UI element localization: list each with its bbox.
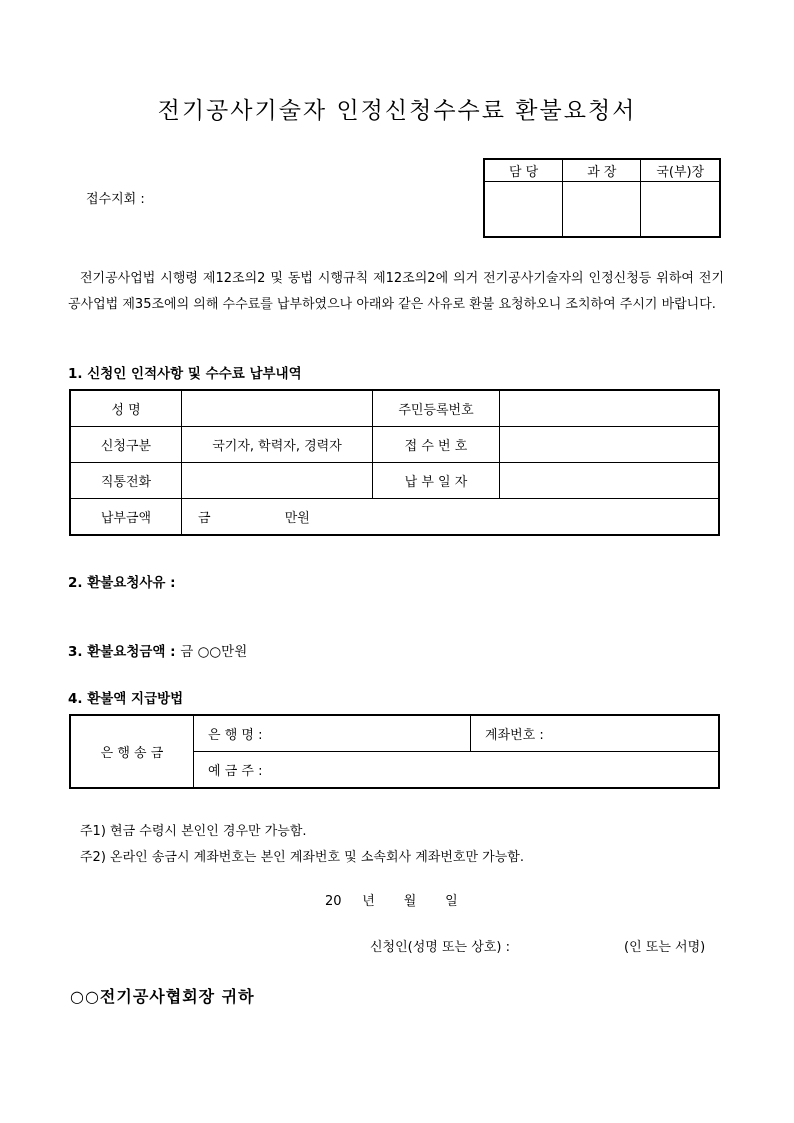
applicant-table xyxy=(69,389,720,536)
intro-paragraph: 전기공사업법 시행령 제12조의2 및 동법 시행규칙 제12조의2에 의거 전기공사기술자의 인정신청등 위하여 전기공사업법 제35조에의 의해 수수료를 납부하였으나 아래와 같은 사유로 환불 요청하오니 조치하여 주시기 바랍니다. xyxy=(68,271,724,312)
receipt-number-field[interactable] xyxy=(500,427,720,463)
signature-suffix: (인 또는 서명) xyxy=(624,940,706,955)
name-label: 성 명 xyxy=(70,390,182,427)
date-line: 20 년 월 일 xyxy=(325,894,458,909)
note-1: 주1) 현금 수령시 본인인 경우만 가능함. xyxy=(80,824,307,839)
approval-sign-director[interactable] xyxy=(641,182,720,238)
bank-transfer-label: 은 행 송 금 xyxy=(70,715,194,788)
payment-amount-label: 납부금액 xyxy=(70,499,182,536)
section1-heading: 1. 신청인 인적사항 및 수수료 납부내역 xyxy=(68,366,302,382)
approval-sign-staff[interactable] xyxy=(484,182,563,238)
section3-heading: 3. 환불요청금액 : xyxy=(68,644,176,660)
payment-date-label: 납 부 일 자 xyxy=(373,463,500,499)
account-number-field[interactable]: 계좌번호 : xyxy=(471,715,720,752)
approval-sign-manager[interactable] xyxy=(563,182,641,238)
approval-header-director: 국(부)장 xyxy=(641,159,720,182)
direct-phone-field[interactable] xyxy=(182,463,373,499)
section4-heading: 4. 환불액 지급방법 xyxy=(68,691,184,707)
amount-unit: 만원 xyxy=(284,511,310,526)
signature-label: 신청인(성명 또는 상호) : xyxy=(370,940,510,955)
application-type-value[interactable]: 국기자, 학력자, 경력자 xyxy=(182,427,373,463)
bank-name-field[interactable]: 은 행 명 : xyxy=(194,715,471,752)
payment-amount-field[interactable] xyxy=(182,499,720,536)
page-title: 전기공사기술자 인정신청수수료 환불요청서 xyxy=(157,98,637,124)
application-type-label: 신청구분 xyxy=(70,427,182,463)
resident-number-label: 주민등록번호 xyxy=(373,390,500,427)
resident-number-field[interactable] xyxy=(500,390,720,427)
approval-header-staff: 담 당 xyxy=(484,159,563,182)
direct-phone-label: 직통전화 xyxy=(70,463,182,499)
section2-heading: 2. 환불요청사유 : xyxy=(68,575,176,591)
section3-line xyxy=(68,640,247,660)
receipt-branch-label: 접수지회 : xyxy=(86,192,145,207)
approval-header-manager: 과 장 xyxy=(563,159,641,182)
payment-date-field[interactable] xyxy=(500,463,720,499)
receipt-number-label: 접 수 번 호 xyxy=(373,427,500,463)
note-2: 주2) 온라인 송금시 계좌번호는 본인 계좌번호 및 소속회사 계좌번호만 가능함. xyxy=(80,850,524,865)
approval-table xyxy=(483,158,721,238)
name-field[interactable] xyxy=(182,390,373,427)
payment-method-table xyxy=(69,714,720,789)
amount-prefix: 금 xyxy=(198,511,211,526)
account-holder-field[interactable]: 예 금 주 : xyxy=(194,752,720,789)
addressee: ○○전기공사협회장 귀하 xyxy=(70,987,255,1006)
refund-amount-value: 금 ○○만원 xyxy=(180,644,248,660)
